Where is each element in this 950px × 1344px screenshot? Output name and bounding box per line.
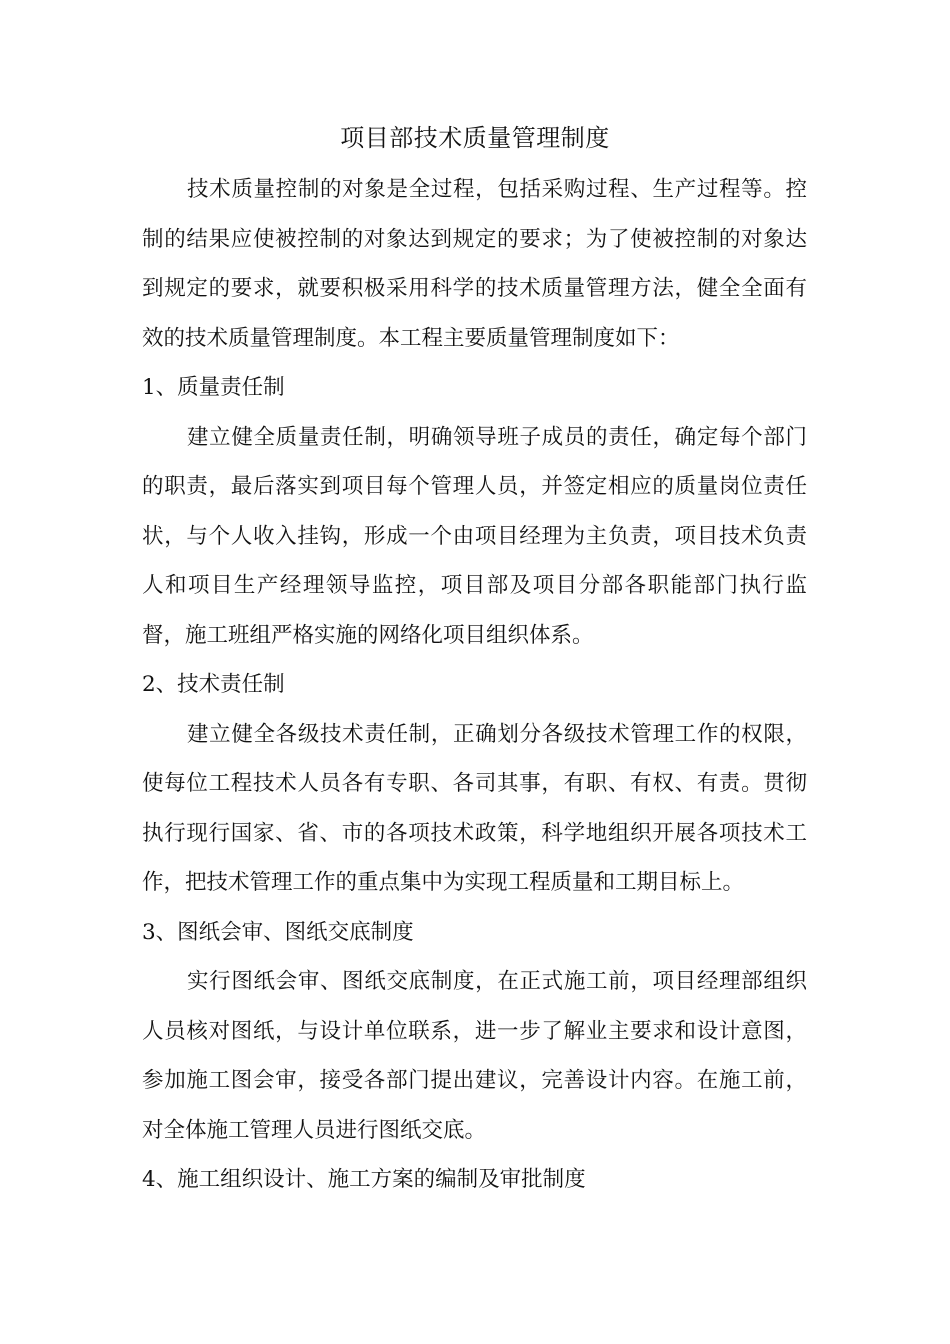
section-heading-3: 3、图纸会审、图纸交底制度	[142, 919, 414, 945]
section-body-3: 实行图纸会审、图纸交底制度，在正式施工前，项目经理部组织人员核对图纸，与设计单位联系，进一步了解业主要求和设计意图，参加施工图会审，接受各部门提出建议，完善设计内容。在施工前，对全体施工管理人员进行图纸交底。	[142, 969, 807, 1143]
section-heading-1: 1、质量责任制	[142, 375, 285, 400]
document-body	[142, 165, 807, 1205]
section-body-1: 建立健全质量责任制，明确领导班子成员的责任，确定每个部门的职责，最后落实到项目每个管理人员，并签定相应的质量岗位责任状，与个人收入挂钩，形成一个由项目经理为主负责，项目技术负责人和项目生产经理领导监控，项目部及项目分部各职能部门执行监督，施工班组严格实施的网络化项目组织体系。	[142, 424, 807, 648]
section-body-2: 建立健全各级技术责任制，正确划分各级技术管理工作的权限，使每位工程技术人员各有专职、各司其事，有职、有权、有责。贯彻执行现行国家、省、市的各项技术政策，科学地组织开展各项技术工作，把技术管理工作的重点集中为实现工程质量和工期目标上。	[142, 721, 807, 895]
section-heading-4: 4、施工组织设计、施工方案的编制及审批制度	[142, 1167, 586, 1192]
section-heading-2: 2、技术责任制	[142, 672, 285, 697]
intro-paragraph: 技术质量控制的对象是全过程，包括采购过程、生产过程等。控制的结果应使被控制的对象达到规定的要求；为了使被控制的对象达到规定的要求，就要积极采用科学的技术质量管理方法，健全全面有效的技术质量管理制度。本工程主要质量管理制度如下：	[142, 177, 807, 351]
document-title: 项目部技术质量管理制度	[340, 124, 610, 152]
